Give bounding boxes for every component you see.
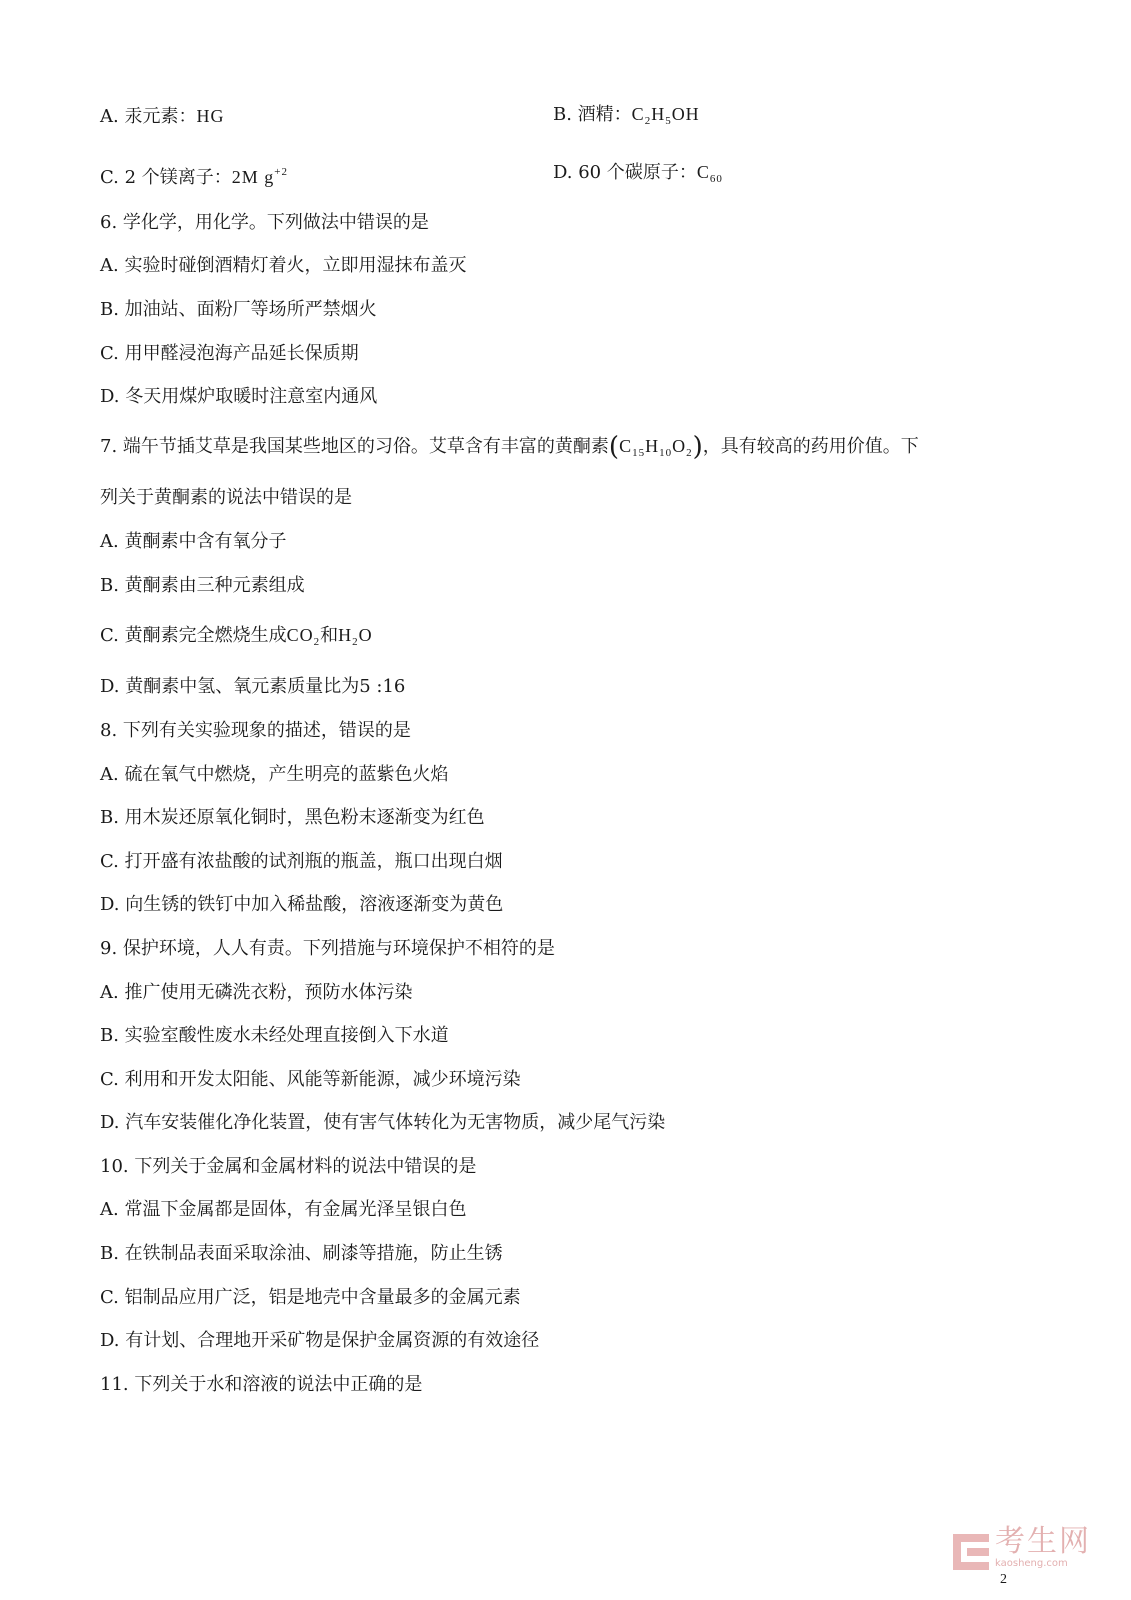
q5-option-d-prefix: D. 60 个碳原子： <box>553 162 697 183</box>
q7-stem-line2: 列关于黄酮素的说法中错误的是 <box>100 487 352 508</box>
q7-option-c: C. 黄酮素完全燃烧生成$CO_2$和$H_2O$ <box>100 625 373 648</box>
watermark-text: 考生网 <box>995 1524 1091 1559</box>
q10-option-b: B. 在铁制品表面采取涂油、刷漆等措施，防止生锈 <box>100 1243 503 1264</box>
q9-option-b: B. 实验室酸性废水未经处理直接倒入下水道 <box>100 1025 449 1046</box>
q10-option-d: D. 有计划、合理地开采矿物是保护金属资源的有效途径 <box>100 1330 540 1351</box>
q5-option-b-prefix: B. 酒精： <box>553 104 632 125</box>
q5-option-b <box>553 102 700 133</box>
q6-option-d: D. 冬天用煤炉取暖时注意室内通风 <box>100 386 378 407</box>
q8-option-c: C. 打开盛有浓盐酸的试剂瓶的瓶盖，瓶口出现白烟 <box>100 851 503 872</box>
q5-option-c-prefix: C. 2 个镁离子： <box>100 167 232 188</box>
q5-option-d-formula: $C_{60}$ <box>696 162 723 185</box>
q7-option-c-formula-h2o: $H_2O$ <box>338 625 373 648</box>
q7-stem: 7. 端午节插艾草是我国某些地区的习俗。艾草含有丰富的黄酮素$(C_{15}H_{10}O_2)$，具有较高的药用价值。下 <box>100 432 919 462</box>
q9-option-c: C. 利用和开发太阳能、风能等新能源，减少环境污染 <box>100 1069 521 1090</box>
q6-stem: 6. 学化学，用化学。下列做法中错误的是 <box>100 212 429 233</box>
q7-option-b: B. 黄酮素由三种元素组成 <box>100 575 305 596</box>
q7-option-c-formula-co2: $CO_2$ <box>286 625 321 648</box>
q11-stem: 11. 下列关于水和溶液的说法中正确的是 <box>100 1374 423 1395</box>
watermark-logo-icon <box>953 1534 989 1570</box>
q5-option-a-prefix: A. 汞元素： <box>100 106 197 127</box>
q9-stem: 9. 保护环境，人人有责。下列措施与环境保护不相符的是 <box>100 938 555 959</box>
q9-option-a: A. 推广使用无磷洗衣粉，预防水体污染 <box>100 982 413 1003</box>
page-number: 2 <box>1000 1572 1007 1587</box>
q10-option-a: A. 常温下金属都是固体，有金属光泽呈银白色 <box>100 1199 467 1220</box>
q6-option-c: C. 用甲醛浸泡海产品延长保质期 <box>100 343 359 364</box>
watermark-url: kaosheng.com <box>995 1558 1068 1569</box>
q8-option-b: B. 用木炭还原氧化铜时，黑色粉末逐渐变为红色 <box>100 807 485 828</box>
q8-stem: 8. 下列有关实验现象的描述，错误的是 <box>100 720 411 741</box>
q5-option-d <box>553 160 723 191</box>
q5-option-b-formula: $C_2H_5OH$ <box>631 104 700 127</box>
q7-option-a: A. 黄酮素中含有氧分子 <box>100 531 287 552</box>
q10-option-c: C. 铝制品应用广泛，铝是地壳中含量最多的金属元素 <box>100 1287 521 1308</box>
q7-option-d: D. 黄酮素中氢、氧元素质量比为5 :16 <box>100 676 406 697</box>
q6-option-b: B. 加油站、面粉厂等场所严禁烟火 <box>100 299 377 320</box>
q9-option-d: D. 汽车安装催化净化装置，使有害气体转化为无害物质，减少尾气污染 <box>100 1112 666 1133</box>
q7-formula: $C_{15}H_{10}O_2$ <box>619 436 693 459</box>
q5-option-c <box>100 160 288 190</box>
q10-stem: 10. 下列关于金属和金属材料的说法中错误的是 <box>100 1156 477 1177</box>
q5-option-a <box>100 104 224 129</box>
q8-option-d: D. 向生锈的铁钉中加入稀盐酸，溶液逐渐变为黄色 <box>100 894 504 915</box>
q8-option-a: A. 硫在氧气中燃烧，产生明亮的蓝紫色火焰 <box>100 764 449 785</box>
q5-option-a-formula: HG <box>196 106 225 126</box>
q6-option-a: A. 实验时碰倒酒精灯着火，立即用湿抹布盖灭 <box>100 255 467 276</box>
q5-option-c-formula: 2M $g^{+2}$ <box>231 166 288 187</box>
watermark <box>953 1526 1091 1570</box>
